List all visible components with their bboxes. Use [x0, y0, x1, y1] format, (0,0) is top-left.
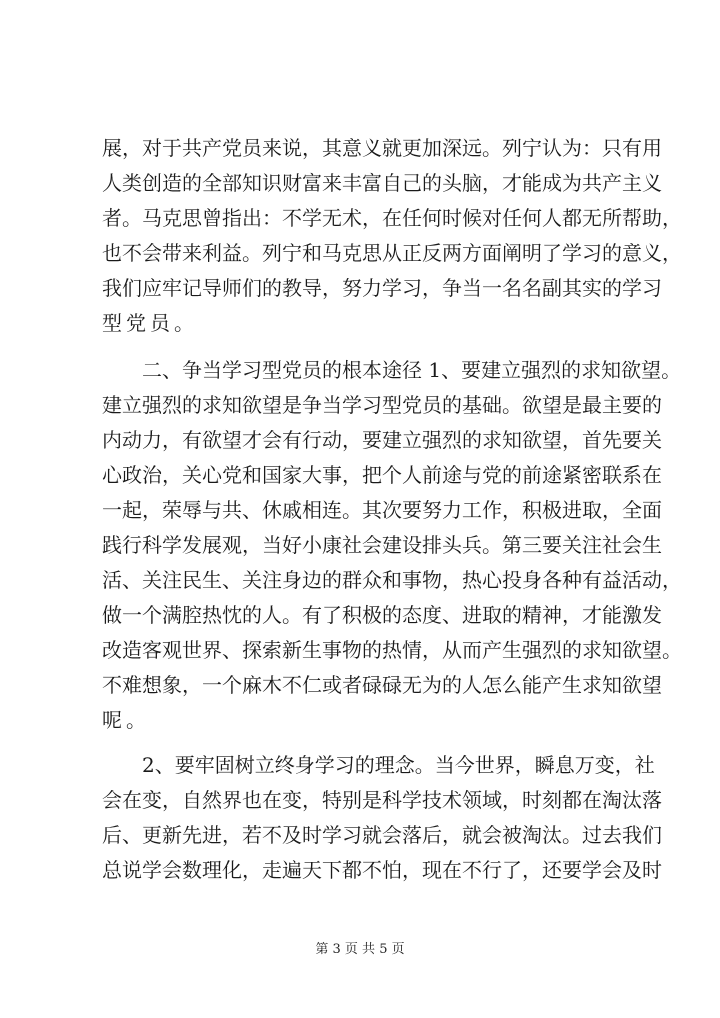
text-line: 2、要牢固树立终身学习的理念。当今世界，瞬息万变，社: [142, 753, 655, 777]
text-line: 活、关注民生、关注身边的群众和事物，热心投身各种有益活动，: [102, 568, 682, 592]
text-line: 不难想象，一个麻木不仁或者碌碌无为的人怎么能产生求知欲望: [102, 673, 662, 697]
text-line: 会在变，自然界也在变，特别是科学技术领域，时刻都在淘汰落: [102, 788, 662, 812]
text-line: 也不会带来利益。列宁和马克思从正反两方面阐明了学习的意义，: [102, 241, 682, 265]
text-line: 后、更新先进，若不及时学习就会落后，就会被淘汰。过去我们: [102, 823, 662, 847]
text-line: 人类创造的全部知识财富来丰富自己的头脑，才能成为共产主义: [102, 171, 662, 195]
text-line: 总说学会数理化，走遍天下都不怕，现在不行了，还要学会及时: [102, 858, 662, 882]
text-line: 二、争当学习型党员的根本途径 1、要建立强烈的求知欲望。: [142, 358, 682, 382]
text-line: 型党员。: [102, 311, 198, 335]
text-line: 呢。: [102, 708, 150, 732]
text-line: 我们应牢记导师们的教导，努力学习，争当一名名副其实的学习: [102, 276, 662, 300]
text-line: 内动力，有欲望才会有行动，要建立强烈的求知欲望，首先要关: [102, 428, 662, 452]
text-line: 者。马克思曾指出：不学无术，在任何时候对任何人都无所帮助，: [102, 206, 682, 230]
page-footer: 第 3 页 共 5 页: [315, 942, 405, 957]
text-line: 践行科学发展观，当好小康社会建设排头兵。第三要关注社会生: [102, 533, 662, 557]
text-line: 展，对于共产党员来说，其意义就更加深远。列宁认为：只有用: [102, 136, 662, 160]
text-line: 做一个满腔热忱的人。有了积极的态度、进取的精神，才能激发: [102, 603, 662, 627]
text-line: 心政治，关心党和国家大事，把个人前途与党的前途紧密联系在: [102, 463, 662, 487]
text-line: 一起，荣辱与共、休戚相连。其次要努力工作，积极进取，全面: [102, 498, 662, 522]
text-line: 改造客观世界、探索新生事物的热情，从而产生强烈的求知欲望。: [102, 638, 682, 662]
text-line: 建立强烈的求知欲望是争当学习型党员的基础。欲望是最主要的: [102, 393, 662, 417]
